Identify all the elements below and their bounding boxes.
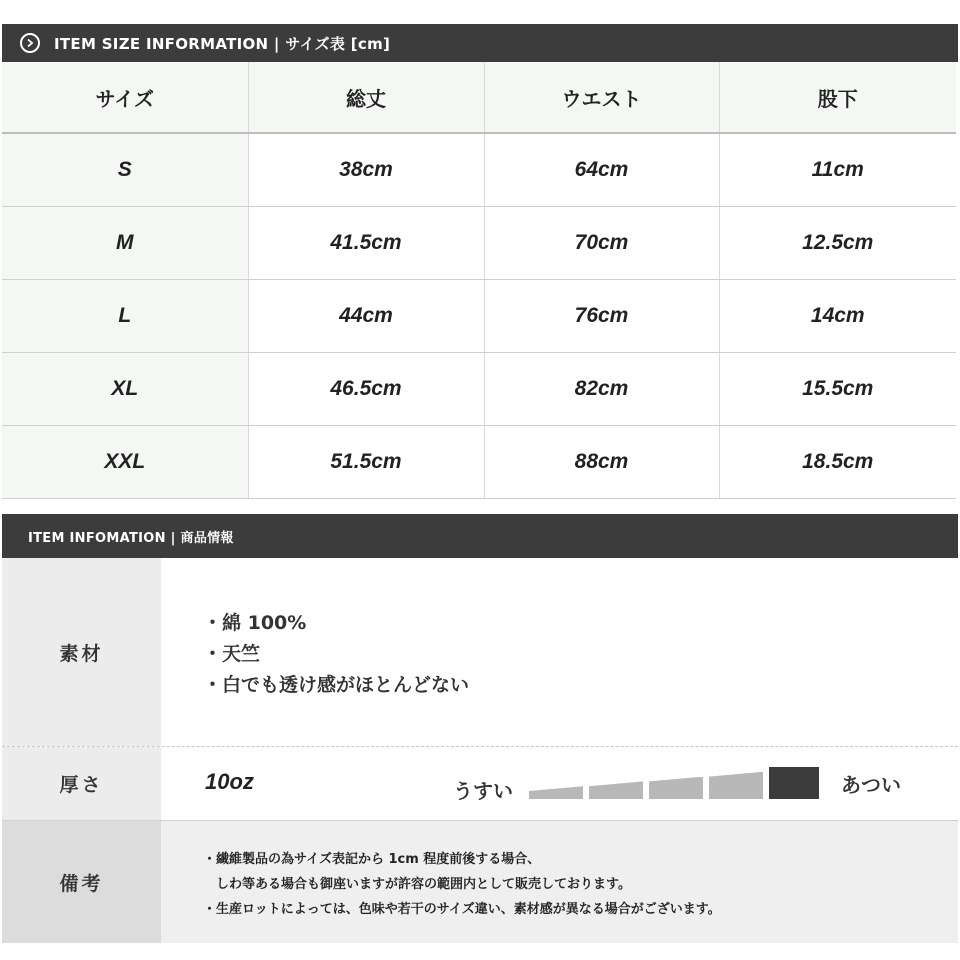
inseam-cell: 11cm <box>719 133 956 207</box>
thickness-scale-bar <box>529 786 583 799</box>
size-cell: XL <box>2 353 248 426</box>
info-section-header <box>2 514 958 558</box>
material-value <box>161 558 958 746</box>
length-cell: 44cm <box>248 280 484 353</box>
inseam-cell: 14cm <box>719 280 956 353</box>
thickness-label: 厚さ <box>2 747 161 820</box>
list-item: ・綿 100% <box>203 612 307 634</box>
thickness-scale-bar <box>589 781 643 799</box>
table-row <box>2 280 956 353</box>
waist-cell: 88cm <box>484 426 719 499</box>
thickness-scale-high-label: あつい <box>841 773 901 797</box>
thickness-scale-low-label: うすい <box>453 779 513 803</box>
notes-text <box>203 847 721 922</box>
notes-value <box>161 821 958 943</box>
size-cell: L <box>2 280 248 353</box>
size-cell: M <box>2 207 248 280</box>
length-cell: 46.5cm <box>248 353 484 426</box>
thickness-scale-bar <box>709 772 763 799</box>
waist-cell: 76cm <box>484 280 719 353</box>
thickness-value <box>161 747 958 820</box>
list-item: ・天竺 <box>203 643 261 665</box>
list-item: ・白でも透け感がほとんどない <box>203 674 470 696</box>
note-line: ・繊維製品の為サイズ表記から 1cm 程度前後する場合、 <box>203 852 541 867</box>
thickness-scale-bar <box>649 777 703 799</box>
thickness-row <box>2 746 958 821</box>
note-line: ・生産ロットによっては、色味や若干のサイズ違い、素材感が異なる場合がございます。 <box>203 902 721 917</box>
length-cell: 38cm <box>248 133 484 207</box>
notes-label: 備考 <box>2 821 161 943</box>
waist-cell: 64cm <box>484 133 719 207</box>
length-cell: 51.5cm <box>248 426 484 499</box>
material-label: 素材 <box>2 558 161 746</box>
inseam-cell: 12.5cm <box>719 207 956 280</box>
waist-cell: 70cm <box>484 207 719 280</box>
column-header-size: サイズ <box>2 62 248 133</box>
size-section-header <box>2 24 958 62</box>
size-table <box>2 62 956 499</box>
size-cell: S <box>2 133 248 207</box>
size-table-header-row <box>2 62 956 133</box>
table-row <box>2 426 956 499</box>
column-header-inseam: 股下 <box>719 62 956 133</box>
length-cell: 41.5cm <box>248 207 484 280</box>
table-row <box>2 133 956 207</box>
inseam-cell: 15.5cm <box>719 353 956 426</box>
inseam-cell: 18.5cm <box>719 426 956 499</box>
material-row <box>2 558 958 746</box>
column-header-length: 総丈 <box>248 62 484 133</box>
table-row <box>2 207 956 280</box>
column-header-waist: ウエスト <box>484 62 719 133</box>
thickness-weight: 10oz <box>205 769 254 794</box>
size-section-title: ITEM SIZE INFORMATION | サイズ表 [cm] <box>54 34 391 53</box>
note-line: しわ等ある場合も御座いますが許容の範囲内として販売しております。 <box>203 877 631 892</box>
size-cell: XXL <box>2 426 248 499</box>
material-list <box>203 608 469 701</box>
info-section-title: ITEM INFOMATION | 商品情報 <box>28 530 234 546</box>
thickness-scale-bar <box>769 767 819 799</box>
waist-cell: 82cm <box>484 353 719 426</box>
notes-row <box>2 821 958 943</box>
table-row <box>2 353 956 426</box>
chevron-right-icon <box>20 33 40 53</box>
